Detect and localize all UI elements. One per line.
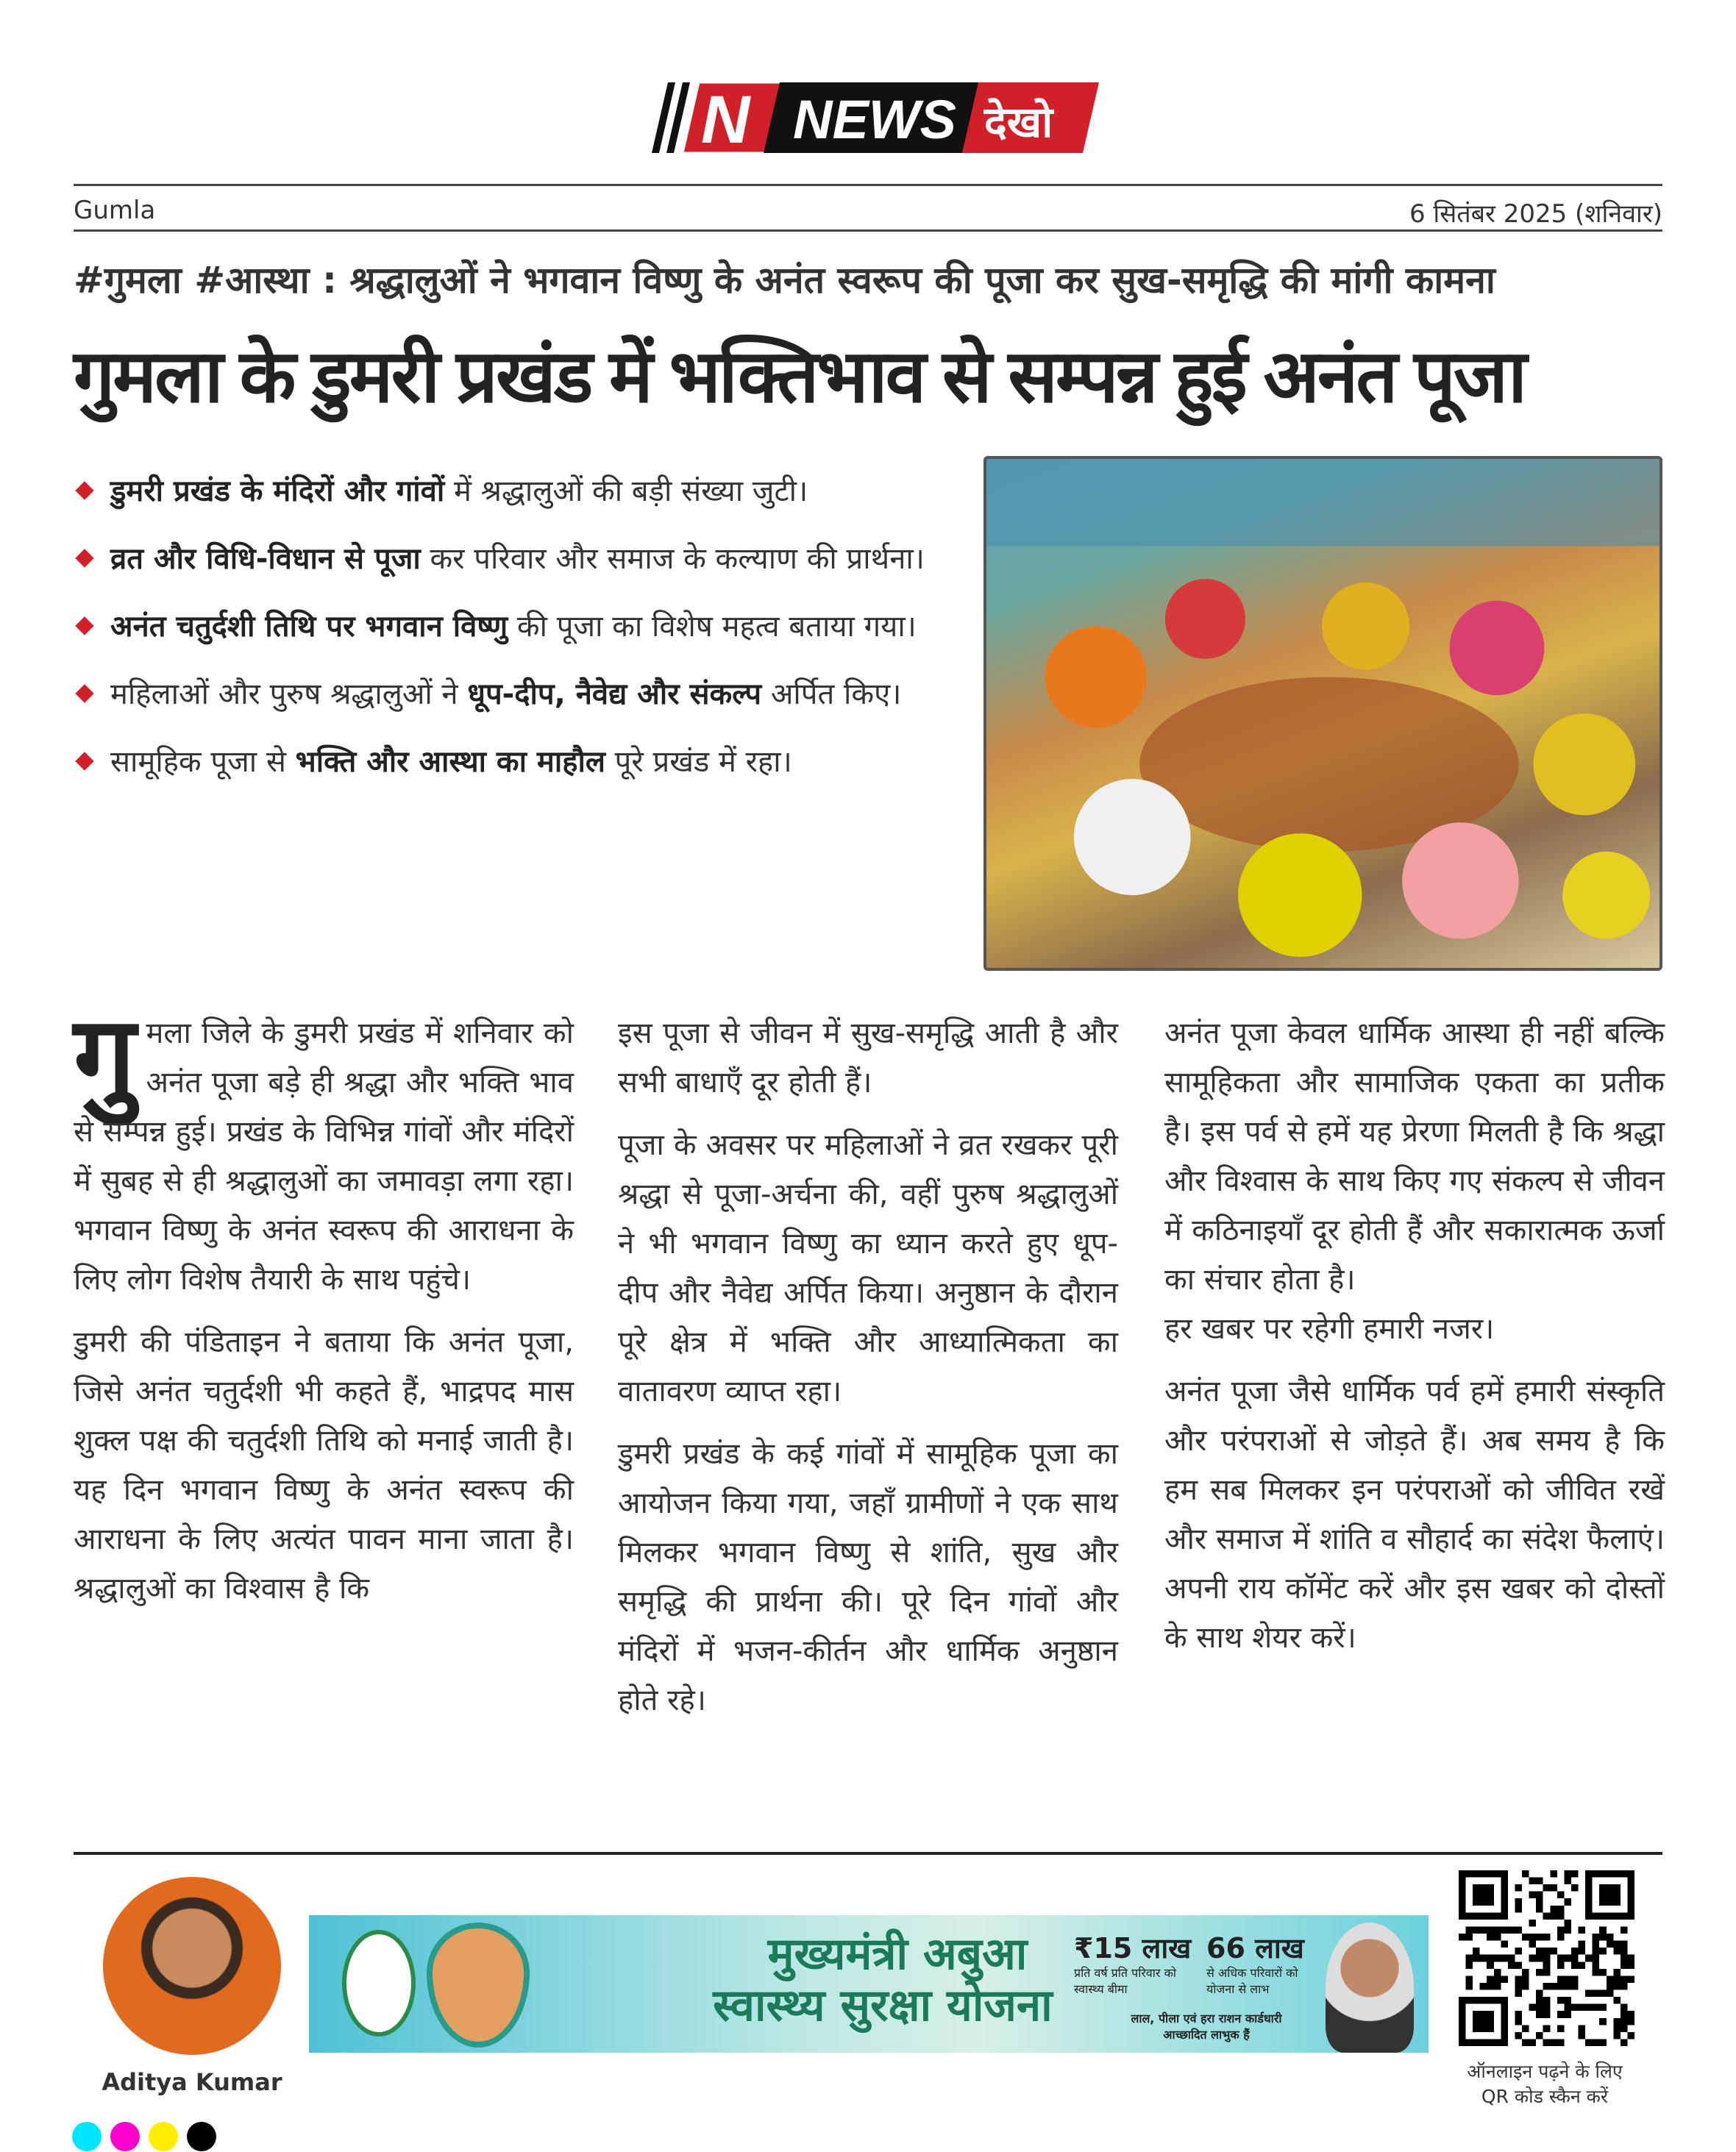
ad-note: लाल, पीला एवं हरा राशन कार्डधारी आच्छादित लाभुक हैं bbox=[1131, 2012, 1282, 2042]
paragraph: अनंत पूजा जैसे धार्मिक पर्व हमें हमारी संस्कृति और परंपराओं से जोड़ते हैं। अब समय है कि हम सब मिलकर इन परंपराओं को जीवित रखें और समाज में शांति व सौहार्द का संदेश फैलाएं। अपनी राय कॉमेंट करें और इस खबर को दोस्तों के साथ शेयर करें। bbox=[1164, 1375, 1665, 1655]
qr-code[interactable] bbox=[1459, 1870, 1634, 2046]
chief-minister-portrait bbox=[1326, 1923, 1414, 2053]
highlight-text: महिलाओं और पुरुष श्रद्धालुओं ने bbox=[110, 677, 468, 711]
author-avatar bbox=[103, 1877, 281, 2055]
diamond-bullet-icon bbox=[75, 549, 93, 567]
highlight-item bbox=[74, 463, 956, 519]
highlight-item bbox=[74, 666, 956, 722]
paragraph-text: मला जिले के डुमरी प्रखंड में शनिवार को अनंत पूजा बड़े ही श्रद्धा और भक्ति भाव से सम्पन्न हुई। प्रखंड के विभिन्न गांवों और मंदिरों में सुबह से ही श्रद्धालुओं का जमावड़ा लगा रहा। भगवान विष्णु के अनंत स्वरूप की आराधना के लिए लोग विशेष तैयारी के साथ पहुंचे। bbox=[74, 1016, 574, 1297]
news-dekho-logo bbox=[638, 82, 1099, 153]
ad-stat1: ₹15 लाख bbox=[1074, 1932, 1192, 1964]
highlight-bold: डुमरी प्रखंड के मंदिरों और गांवों bbox=[110, 474, 445, 508]
ad-stat2-sub: से अधिक परिवारों को योजना से लाभ bbox=[1206, 1966, 1298, 1996]
cmyk-dot-black bbox=[187, 2122, 216, 2151]
highlight-bold: भक्ति और आस्था का माहौल bbox=[295, 745, 605, 779]
article-column-1 bbox=[74, 993, 574, 1627]
top-rule bbox=[74, 184, 1662, 186]
date: 6 सितंबर 2025 (शनिवार) bbox=[1409, 199, 1662, 229]
ad-stat2: 66 लाख bbox=[1206, 1932, 1304, 1964]
qr-caption bbox=[1434, 2059, 1655, 2109]
diamond-bullet-icon bbox=[75, 752, 93, 770]
paragraph: पूजा के अवसर पर महिलाओं ने व्रत रखकर पूरी श्रद्धा से पूजा-अर्चना की, वहीं पुरुष श्रद्धालुओं ने भी भगवान विष्णु का ध्यान करते हुए धूप-दीप और नैवेद्य अर्पित किया। अनुष्ठान के दौरान पूरे क्षेत्र में भक्ति और आध्यात्मिकता का वातावरण व्याप्त रहा। bbox=[618, 1128, 1118, 1408]
highlights-list bbox=[74, 463, 956, 802]
date-rule bbox=[74, 229, 1662, 232]
paragraph bbox=[74, 993, 574, 1305]
paragraph: हर खबर पर रहेगी हमारी नजर। bbox=[1164, 1312, 1495, 1346]
puja-photo bbox=[983, 456, 1662, 971]
drop-cap: गु bbox=[74, 993, 136, 1121]
highlight-bold: धूप-दीप, नैवेद्य और संकल्प bbox=[467, 677, 762, 711]
ad-stat1-sub: प्रति वर्ष प्रति परिवार को स्वास्थ्य बीमा bbox=[1074, 1966, 1177, 1996]
ad-title-line2: स्वास्थ्य सुरक्षा योजना bbox=[713, 1980, 1053, 2031]
highlight-item bbox=[74, 734, 956, 790]
paragraph: डुमरी की पंडिताइन ने बताया कि अनंत पूजा, जिसे अनंत चतुर्दशी भी कहते हैं, भाद्रपद मास शुक्ल पक्ष की चतुर्दशी तिथि को मनाई जाती है। यह दिन भगवान विष्णु के अनंत स्वरूप की आराधना के लिए अत्यंत पावन माना जाता है। श्रद्धालुओं का विश्वास है कि bbox=[74, 1325, 574, 1606]
author-name: Aditya Kumar bbox=[102, 2068, 282, 2096]
highlight-text: सामूहिक पूजा से bbox=[110, 745, 296, 779]
article-column-3 bbox=[1164, 1009, 1665, 1676]
highlight-text: कर परिवार और समाज के कल्याण की प्रार्थना। bbox=[420, 542, 925, 576]
svg-text:देखो: देखो bbox=[984, 97, 1053, 147]
paragraph: डुमरी प्रखंड के कई गांवों में सामूहिक पूजा का आयोजन किया गया, जहाँ ग्रामीणों ने एक साथ मिलकर भगवान विष्णु से शांति, सुख और समृद्धि की प्रार्थना की। पूरे दिन गांवों और मंदिरों में भजन-कीर्तन और धार्मिक अनुष्ठान होते रहे। bbox=[618, 1437, 1118, 1717]
qr-caption-line2: QR कोड स्कैन करें bbox=[1481, 2086, 1609, 2107]
location: Gumla bbox=[74, 196, 156, 225]
svg-text:NEWS: NEWS bbox=[793, 89, 956, 150]
diamond-bullet-icon bbox=[75, 684, 93, 702]
highlight-text: की पूजा का विशेष महत्व बताया गया। bbox=[508, 610, 917, 644]
highlight-item bbox=[74, 599, 956, 655]
cmyk-dot-cyan bbox=[72, 2122, 102, 2151]
highlight-text: पूरे प्रखंड में रहा। bbox=[605, 745, 792, 779]
footer-rule bbox=[74, 1852, 1662, 1855]
headline: गुमला के डुमरी प्रखंड में भक्तिभाव से सम्पन्न हुई अनंत पूजा bbox=[74, 335, 1526, 418]
stethoscope-heart-icon bbox=[427, 1923, 530, 2048]
highlight-bold: अनंत चतुर्दशी तिथि पर भगवान विष्णु bbox=[110, 610, 508, 644]
highlight-bold: व्रत और विधि-विधान से पूजा bbox=[110, 542, 421, 576]
highlight-text: अर्पित किए। bbox=[761, 677, 902, 711]
diamond-bullet-icon bbox=[75, 481, 93, 499]
ad-title-line1: मुख्यमंत्री अबुआ bbox=[767, 1928, 1028, 1980]
diamond-bullet-icon bbox=[75, 616, 93, 635]
government-seal-icon bbox=[342, 1930, 416, 2037]
qr-caption-line1: ऑनलाइन पढ़ने के लिए bbox=[1467, 2061, 1623, 2082]
paragraph: इस पूजा से जीवन में सुख-समृद्धि आती है और सभी बाधाएँ दूर होती हैं। bbox=[618, 1016, 1118, 1100]
article-column-2 bbox=[618, 1009, 1118, 1739]
svg-text:N: N bbox=[701, 82, 750, 153]
ad-banner[interactable] bbox=[309, 1915, 1429, 2053]
highlight-text: में श्रद्धालुओं की बड़ी संख्या जुटी। bbox=[444, 474, 808, 508]
paragraph: अनंत पूजा केवल धार्मिक आस्था ही नहीं बल्कि सामूहिकता और सामाजिक एकता का प्रतीक है। इस पर्व से हमें यह प्रेरणा मिलती है कि श्रद्धा और विश्वास के साथ किए गए संकल्प से जीवन में कठिनाइयाँ दूर होती हैं और सकारात्मक ऊर्जा का संचार होता है। bbox=[1164, 1016, 1665, 1297]
highlight-item bbox=[74, 531, 956, 587]
cmyk-dot-yellow bbox=[149, 2122, 178, 2151]
subheading: #गुमला #आस्था : श्रद्धालुओं ने भगवान विष्णु के अनंत स्वरूप की पूजा कर सुख-समृद्धि की मांगी कामना bbox=[74, 259, 1495, 302]
cmyk-dot-magenta bbox=[110, 2122, 140, 2151]
